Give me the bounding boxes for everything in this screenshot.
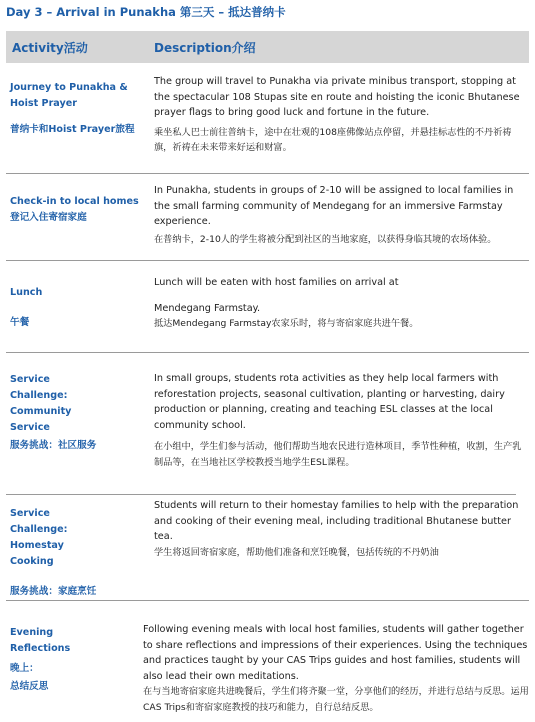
row-1-description (154, 74, 526, 156)
row-6-activity-zh-2: 总结反思 (10, 681, 49, 692)
row-3-activity (10, 285, 140, 331)
row-6-activity-zh-1: 晚上： (10, 663, 39, 674)
row-6-desc-zh: 在与当地寄宿家庭共进晚餐后，学生们将齐聚一堂，分享他们的经历，并进行总结与反思。运用CAS Trips和寄宿家庭教授的技巧和能力，自行总结反思。 (143, 686, 529, 713)
row-divider (6, 260, 529, 261)
row-2-desc-en: In Punakha, students in groups of 2-10 will be assigned to local families in the small farming community of Mendegang for an immersive Farmstay experience. (154, 185, 514, 228)
row-4-desc-zh: 在小组中，学生们参与活动，他们帮助当地农民进行造林项目，季节性种植，收割，生产乳制品等，在当地社区学校教授当地学生ESL课程。 (154, 441, 522, 468)
row-1-desc-zh: 乘坐私人巴士前往普纳卡，途中在壮观的108座佛像站点停留，并悬挂标志性的不丹祈祷旗，祈祷在未来带来好运和财富。 (154, 126, 512, 154)
row-5-activity-en: Service Challenge: Homestay Cooking (10, 508, 68, 567)
row-5-description (154, 498, 526, 560)
row-4-desc-en: In small groups, students rota activities as they help local farmers with reforestation projects, seasonal cultivation, planting or harvesting, dairy production or planning, creating and teaching ESL classes at the local community school. (154, 373, 505, 431)
day-title: Day 3 – Arrival in Punakha 第三天 – 抵达普纳卡 (6, 5, 286, 19)
row-divider (6, 494, 516, 495)
row-divider (6, 352, 529, 353)
row-5-activity-zh: 服务挑战：家庭烹饪 (10, 586, 97, 597)
table-header (6, 31, 529, 63)
row-2-activity-en: Check-in to local homes (10, 196, 139, 207)
row-4-activity (10, 372, 140, 454)
header-activity: Activity活动 (12, 41, 88, 55)
row-2-desc-zh: 在普纳卡，2-10人的学生将被分配到社区的当地家庭，以获得身临其境的农场体验。 (154, 233, 497, 245)
row-4-activity-en: Service Challenge: Community Service (10, 374, 72, 433)
row-6-activity-en: Evening Reflections (10, 627, 71, 654)
row-5-desc-zh: 学生将返回寄宿家庭，帮助他们准备和烹饪晚餐，包括传统的不丹奶油 (154, 546, 439, 558)
row-divider (6, 600, 529, 601)
row-3-description (154, 275, 526, 332)
row-1-activity-zh: 普纳卡和Hoist Prayer旅程 (10, 124, 135, 135)
row-4-description (154, 371, 526, 471)
row-4-activity-zh: 服务挑战：社区服务 (10, 440, 97, 451)
row-3-activity-zh: 午餐 (10, 317, 30, 328)
row-divider (6, 173, 529, 174)
header-description: Description介绍 (154, 41, 256, 55)
row-1-activity (10, 80, 140, 138)
row-6-activity (10, 625, 140, 695)
row-1-activity-en: Journey to Punakha & Hoist Prayer (10, 82, 128, 109)
row-6-description (143, 622, 529, 716)
row-3-desc-zh: 抵达Mendegang Farmstay农家乐时，将与寄宿家庭共进午餐。 (154, 318, 419, 330)
row-3-desc-en-2: Mendegang Farmstay. (154, 302, 261, 314)
row-1-desc-en: The group will travel to Punakha via private minibus transport, stopping at the spectacular 108 Stupas site en route and hoisting the iconic Bhutanese prayer flags to bring good luck and fortune in the future. (154, 76, 520, 119)
row-3-activity-en: Lunch (10, 287, 43, 298)
spacer (154, 291, 526, 301)
row-2-description (154, 183, 526, 247)
row-2-activity-zh: 登记入住寄宿家庭 (10, 212, 87, 223)
row-5-activity (10, 506, 140, 600)
row-3-desc-en-1: Lunch will be eaten with host families on arrival at (154, 277, 399, 288)
row-5-desc-en: Students will return to their homestay families to help with the preparation and cooking of their evening meal, including traditional Bhutanese butter tea. (154, 500, 519, 543)
row-2-activity (10, 194, 140, 226)
row-6-desc-en: Following evening meals with local host families, students will gather together to share reflections and impressions of their experiences. Using the techniques and practices taught by your CAS Trips guides and host families, students will also lead their own meditations. (143, 624, 528, 682)
